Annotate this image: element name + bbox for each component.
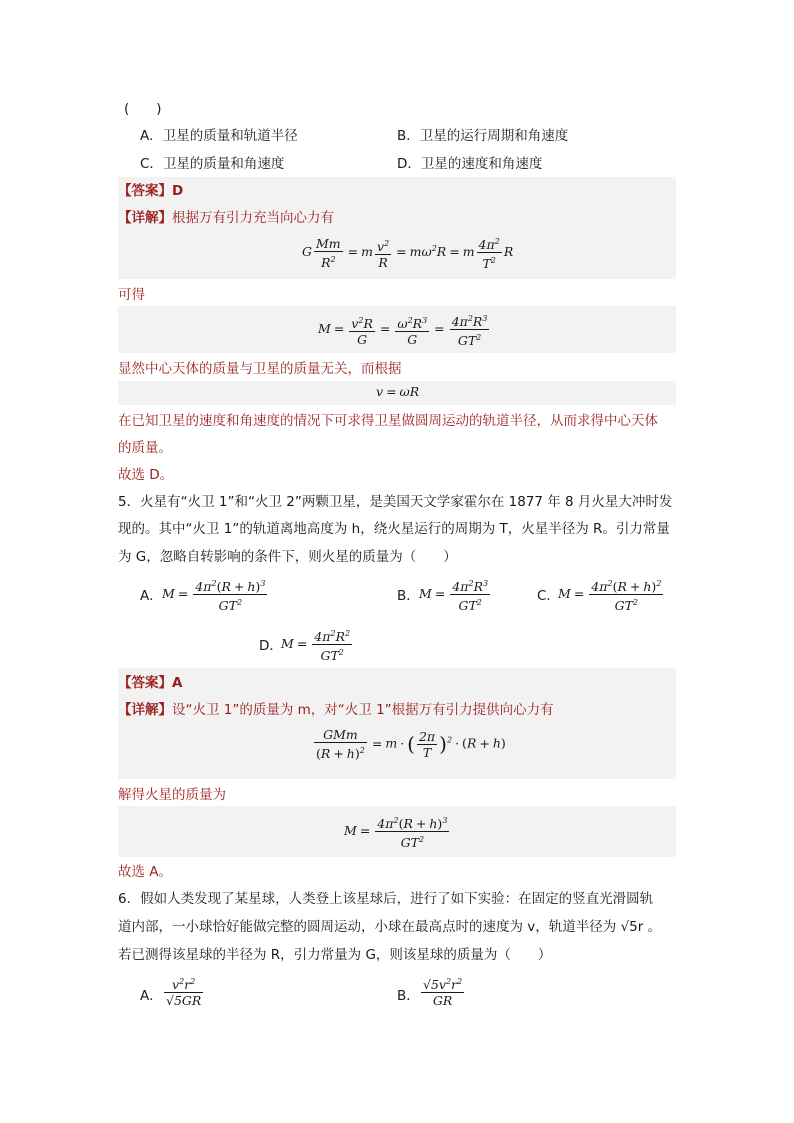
q4-equation-velocity: v = ωR [376, 384, 420, 399]
q4-conclusion: 故选 D。 [118, 467, 174, 483]
q4-option-c [140, 152, 284, 172]
option-label: C． [140, 156, 163, 172]
q5-option-a-formula: M = $\frac{4\pi^2(R + h)^3}{GT^2}$ [162, 576, 269, 613]
q4-equation-mass: M = $\frac{v^2R}{G}$ = $\frac{\omega^2R^3}{G}$ = $\frac{4\pi^2R^3}{GT^2}$ [318, 311, 491, 348]
q5-detail [118, 698, 554, 718]
q5-option-b-label: B． [397, 588, 420, 604]
q5-step1: 解得火星的质量为 [118, 787, 226, 803]
q4-answer [118, 179, 183, 199]
answer-tag: 【答案】 [118, 675, 172, 691]
q5-option-a-label: A． [140, 588, 163, 604]
q6-option-a-formula: $\frac{v^2r^2}{√5GR}$ [162, 974, 205, 1008]
detail-text: 根据万有引力充当向心力有 [172, 210, 334, 226]
q4-paren: ( ) [124, 101, 162, 117]
detail-tag: 【详解】 [118, 702, 172, 718]
q6-option-a-label: A． [140, 988, 163, 1004]
q5-option-d-formula: M = $\frac{4\pi^2R^2}{GT^2}$ [281, 626, 354, 663]
q4-option-d [397, 152, 542, 172]
q5-conclusion: 故选 A。 [118, 864, 173, 880]
q4-step2: 显然中心天体的质量与卫星的质量无关，而根据 [118, 361, 402, 377]
q4-option-b [397, 124, 568, 144]
q4-step3-line1: 在已知卫星的速度和角速度的情况下可求得卫星做圆周运动的轨道半径，从而求得中心天体 [118, 413, 658, 429]
option-text: 卫星的质量和轨道半径 [162, 128, 298, 144]
q4-step1: 可得 [118, 287, 145, 303]
q5-option-c-formula: M = $\frac{4\pi^2(R + h)^2}{GT^2}$ [558, 576, 665, 613]
option-text: 卫星的质量和角速度 [162, 156, 285, 172]
q4-detail [118, 206, 334, 226]
q5-option-c-label: C． [537, 588, 560, 604]
q5-stem-line2: 现的。其中“火卫 1”的轨道离地高度为 h，绕火星运行的周期为 T，火星半径为 R。引力常量 [118, 521, 670, 537]
detail-tag: 【详解】 [118, 210, 172, 226]
q6-stem-line3: 若已测得该星球的半径为 R，引力常量为 G，则该星球的质量为（ ） [118, 947, 552, 963]
q6-stem-line1: 6．假如人类发现了某星球，人类登上该星球后，进行了如下实验：在固定的竖直光滑圆轨 [118, 891, 654, 907]
answer-value: A [172, 675, 183, 691]
q5-stem-line3: 为 G，忽略自转影响的条件下，则火星的质量为（ ） [118, 549, 457, 565]
answer-tag: 【答案】 [118, 183, 172, 199]
q5-option-b-formula: M = $\frac{4\pi^2R^3}{GT^2}$ [419, 576, 492, 613]
detail-text: 设“火卫 1”的质量为 m，对“火卫 1”根据万有引力提供向心力有 [172, 702, 554, 718]
option-label: B． [397, 128, 420, 144]
q5-equation-gravity: $\frac{\text{GMm}}{(R + h)^2}$ = m · ( $\frac{2\pi}{T}$ )$^2$ · (R + h) [316, 727, 506, 762]
q6-option-b-formula: $\frac{√5v^2r^2}{GR}$ [419, 974, 466, 1008]
q4-equation-gravity: G $\frac{Mm}{R^2}$ = m $\frac{v^2}{R}$ = $m\omega^2R = m$ $\frac{4\pi^2}{T^2}$ R [302, 235, 514, 272]
q5-equation-mass: M = $\frac{4\pi^2(R + h)^3}{GT^2}$ [344, 813, 451, 850]
q6-stem-line2: 道内部，一小球恰好能做完整的圆周运动，小球在最高点时的速度为 v，轨道半径为 √5r 。 [118, 919, 662, 935]
q4-option-a [140, 124, 298, 144]
option-label: D． [397, 156, 421, 172]
q5-option-d-label: D． [259, 638, 283, 654]
option-text: 卫星的运行周期和角速度 [419, 128, 569, 144]
option-text: 卫星的速度和角速度 [420, 156, 543, 172]
option-label: A． [140, 128, 163, 144]
q5-answer [118, 671, 182, 691]
q5-stem-line1: 5．火星有“火卫 1”和“火卫 2”两颗卫星，是美国天文学家霍尔在 1877 年 8 月火星大冲时发 [118, 494, 673, 510]
q5-answer-shade [118, 668, 676, 779]
answer-value: D [172, 183, 184, 199]
q6-option-b-label: B． [397, 988, 420, 1004]
q4-step3-line2: 的质量。 [118, 440, 172, 456]
